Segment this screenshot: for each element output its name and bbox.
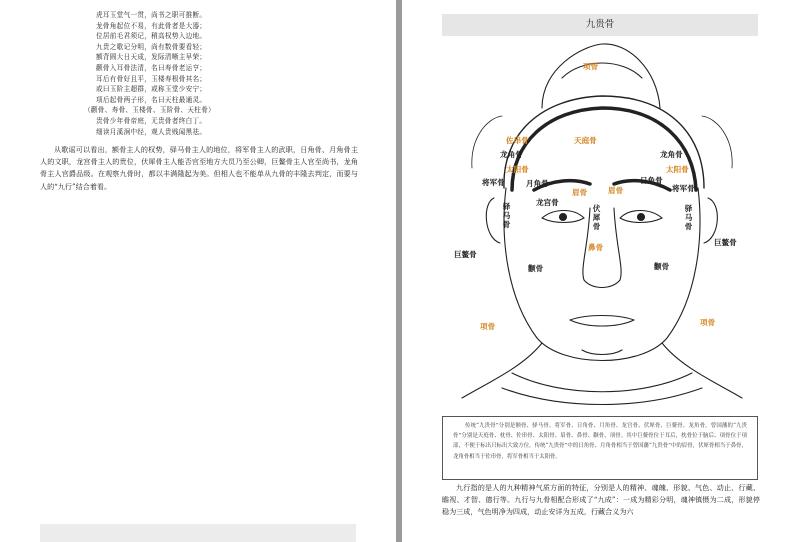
right-page: [402, 0, 797, 542]
label-jiangjun-left: 将军骨: [482, 178, 505, 187]
label-yima-right: 驿马骨: [684, 204, 693, 231]
label-juao-right: 巨鳌骨: [714, 238, 737, 247]
label-zuochuan-bone: 佐串骨: [506, 136, 529, 145]
label-mei-left: 眉骨: [572, 188, 588, 197]
verse-block: [84, 10, 296, 137]
label-longjiao-left: 龙角骨: [500, 150, 523, 159]
face-diagram: [442, 38, 758, 410]
label-top-bone: 项骨: [583, 62, 599, 71]
label-juao-left: 巨鳌骨: [454, 250, 477, 259]
verse-line: 细读月溪涧中经，观人贵贱闻黑祛。: [96, 127, 207, 136]
figure-title: 九贵骨: [442, 14, 758, 36]
footer-bar: [40, 524, 356, 542]
label-nose-bone: 鼻骨: [588, 243, 604, 252]
verse-line: 位居前毛君须记，稍高权势入边地。: [96, 32, 207, 41]
label-neck-right: 项骨: [700, 318, 716, 327]
label-jiangjun-right: 将军骨: [672, 184, 695, 193]
verse-line: 颧骨入耳骨法清，名曰寿骨老运亨；: [96, 63, 207, 72]
label-rijiao-bone: 日角骨: [640, 176, 663, 185]
hat-outline: [542, 44, 660, 108]
figure-caption: 传统“九贵骨”分别是额骨、驿马骨、将军骨、日角骨、月角骨、龙宫骨、伏犀骨、巨鳌骨、龙角骨，曾国藩的“九贵骨”分别是天庭骨、枕骨、佐串骨、太阳骨、眉骨、鼻骨、颧骨、项骨。其中巨鳌骨位于耳后，枕骨位于脑后、项骨位于项部，不便于标出只标出大致方位。传统“九贵骨”中的日角骨、月角骨相当于曾国藩“九贵骨”中的眉骨，伏犀骨相当于鼻骨，龙角骨相当于佐串骨，将军骨相当于太阳骨。: [442, 416, 758, 480]
label-forehead-bone: 天庭骨: [574, 136, 597, 145]
left-page: [0, 0, 396, 542]
verse-line: 九贵之歌记分明，尚有数骨要看轻；: [96, 42, 207, 51]
label-taiyang-right: 太阳骨: [666, 165, 689, 174]
verse-line: 贵骨少年骨帝庭，无贵骨者终白丁。: [96, 116, 207, 125]
label-longjiao-right: 龙角骨: [660, 150, 683, 159]
label-neck-left: 项骨: [480, 322, 496, 331]
label-fuxi-bone: 伏犀骨: [592, 204, 601, 231]
label-taiyang-left: 太阳骨: [506, 165, 529, 174]
label-yuejiao-bone: 月角骨: [526, 179, 549, 188]
label-mei-right: 眉骨: [608, 186, 624, 195]
verse-line: 龙骨角起位不易，有此骨者是大器；: [96, 21, 207, 30]
verse-line: 虎耳玉堂气一贯，尚书之职可推断。: [96, 11, 207, 19]
label-quan-left: 颧骨: [528, 264, 544, 273]
label-quan-right: 颧骨: [654, 262, 670, 271]
verse-line: 项后起骨两子形，名曰天柱最通灵。: [96, 95, 207, 104]
body-paragraph: 从歌谣可以看出，额骨主人的权势，驿马骨主人的地位，将军骨主人的武职，日角骨、月角骨主人的文职，龙宫骨主人的贵位，伏犀骨主人能否官至地方大员乃至公卿，巨鳌骨主人官至尚书，龙角骨主人官爵品级。在观察九骨时，都以丰满隆起为美。但相人也不能单从九骨的丰隆去判定，而要与人的“九行”结合着看。: [40, 145, 358, 191]
verse-line: （颧骨、寿骨、玉楼骨、玉阶骨、天柱骨）: [84, 106, 215, 115]
label-longgong-bone: 龙宫骨: [536, 198, 559, 207]
label-yima-left: 驿马骨: [502, 202, 511, 229]
verse-line: 或曰玉阶主超群，或称玉堂少安宁；: [96, 85, 207, 94]
verse-line: 额背圆大日天成，发际清晰主早荣；: [96, 53, 207, 62]
body-paragraph: 九行指的是人的九种精神气质方面的特征，分别是人的精神、魂魄、形貌、气色、动止、行藏、瞻视、才智、德行等。九行与九骨相配合形成了“九成”：一成为精彩分明，魂神镇慑为二成，形貌停稳为三成，气色明净为四成，动止安详为五成，行藏合义为六: [442, 483, 760, 517]
verse-line: 耳后有骨好且平，玉楼寿根骨其名；: [96, 74, 207, 83]
